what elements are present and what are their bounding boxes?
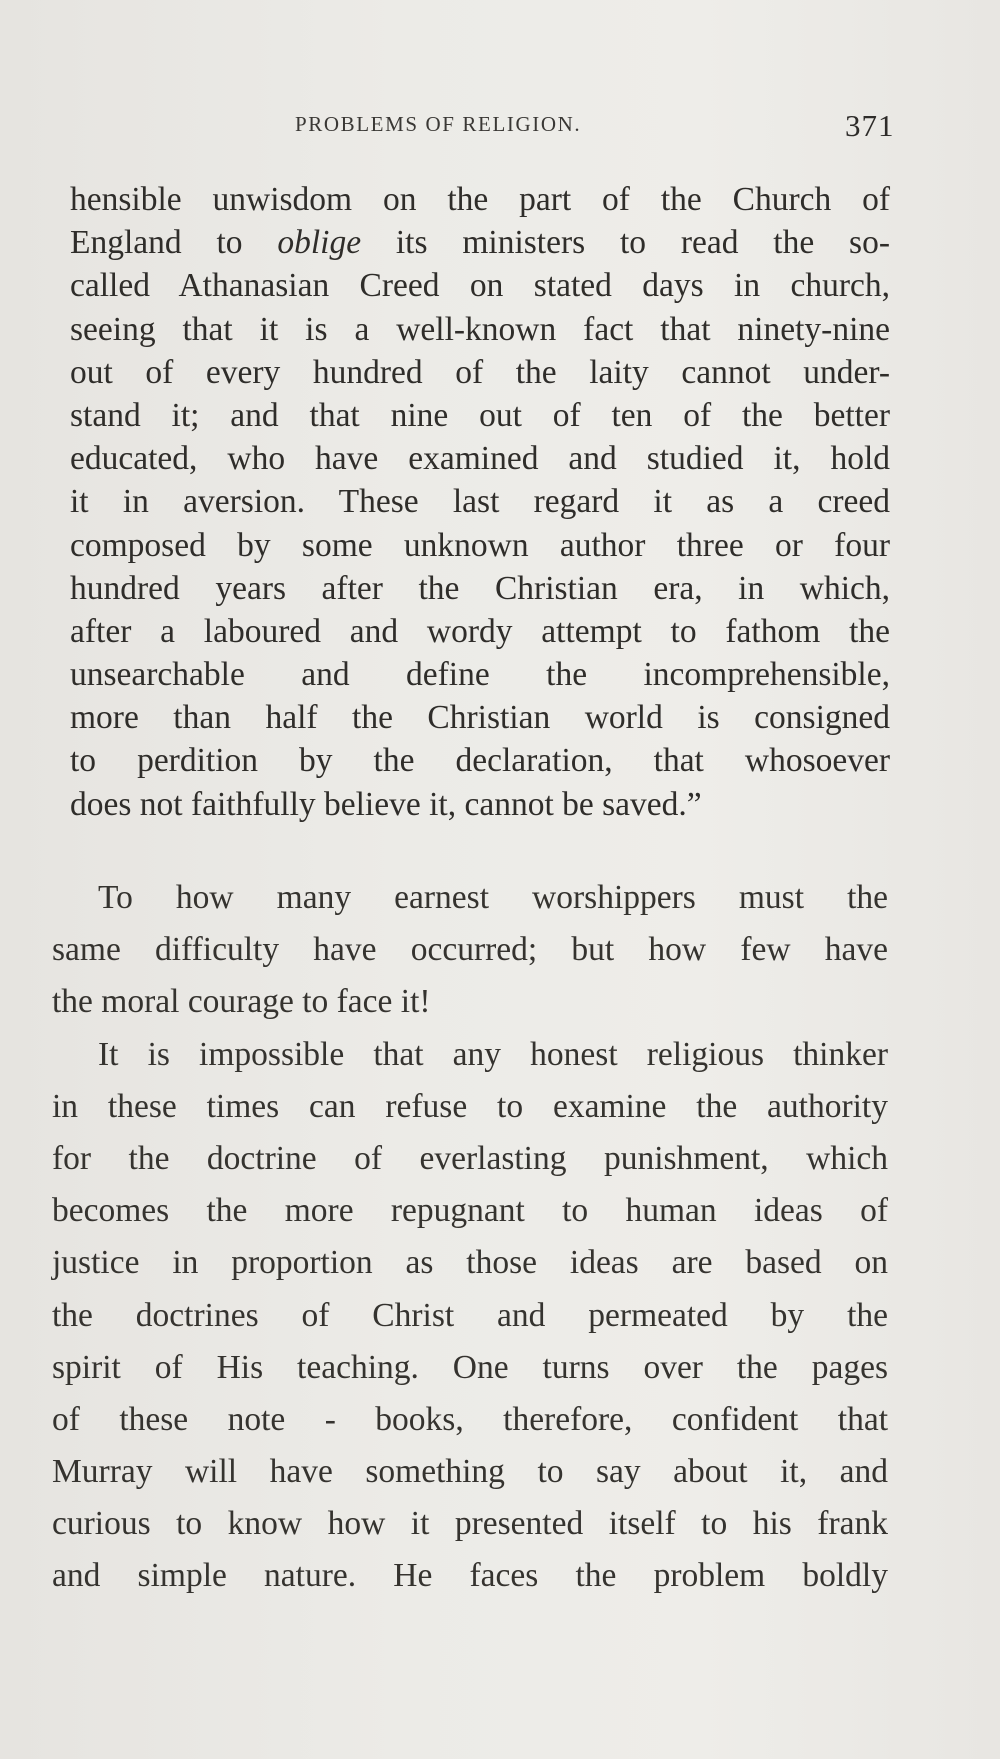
text-fragment: England to <box>70 224 243 262</box>
text-line: seeing that it is a well-known fact that ninety-nine <box>70 310 890 348</box>
text-line: Murray will have something to say about it, and <box>52 1453 888 1491</box>
text-line: the moral courage to face it! <box>52 983 431 1021</box>
italic-word: oblige <box>277 224 362 262</box>
text-line: unsearchable and define the incomprehensible, <box>70 656 890 694</box>
text-line: hensible unwisdom on the part of the Church of <box>70 181 890 218</box>
text-line: same difficulty have occurred; but how few have <box>52 931 888 969</box>
text-line: after a laboured and wordy attempt to fathom the <box>70 612 890 650</box>
paragraph-1 <box>52 872 888 1029</box>
text-line: more than half the Christian world is consigned <box>70 699 890 737</box>
text-line: out of every hundred of the laity cannot under- <box>70 353 890 391</box>
running-head <box>0 108 1000 148</box>
text-fragment: its ministers to read the so- <box>395 224 890 262</box>
text-line: the doctrines of Christ and permeated by the <box>52 1296 888 1334</box>
text-line: composed by some unknown author three or four <box>70 526 890 564</box>
text-line: of these note - books, therefore, confident that <box>52 1400 888 1438</box>
text-line: does not faithfully believe it, cannot be saved.” <box>70 785 702 823</box>
running-title: PROBLEMS OF RELIGION. <box>295 112 582 136</box>
text-line: and simple nature. He faces the problem boldly <box>52 1557 888 1595</box>
quoted-passage <box>70 178 890 826</box>
text-line: stand it; and that nine out of ten of the better <box>70 396 890 434</box>
text-line: in these times can refuse to examine the authority <box>52 1087 888 1125</box>
text-line: becomes the more repugnant to human ideas of <box>52 1192 888 1230</box>
text-line: educated, who have examined and studied it, hold <box>70 440 890 478</box>
text-line: called Athanasian Creed on stated days in church, <box>70 267 890 305</box>
text-line: It is impossible that any honest religious thinker <box>98 1035 888 1073</box>
text-line <box>70 221 890 264</box>
page-number: 371 <box>845 108 895 143</box>
text-line: curious to know how it presented itself to his frank <box>52 1505 888 1543</box>
paragraph-2 <box>52 1029 888 1603</box>
text-line: for the doctrine of everlasting punishment, which <box>52 1139 888 1177</box>
body-text <box>52 872 888 1603</box>
text-line: to perdition by the declaration, that whosoever <box>70 742 890 780</box>
text-line: spirit of His teaching. One turns over the pages <box>52 1348 888 1386</box>
text-line: it in aversion. These last regard it as a creed <box>70 483 890 521</box>
text-line: justice in proportion as those ideas are based on <box>52 1244 888 1282</box>
text-line: To how many earnest worshippers must the <box>98 879 888 916</box>
text-line: hundred years after the Christian era, in which, <box>70 569 890 607</box>
